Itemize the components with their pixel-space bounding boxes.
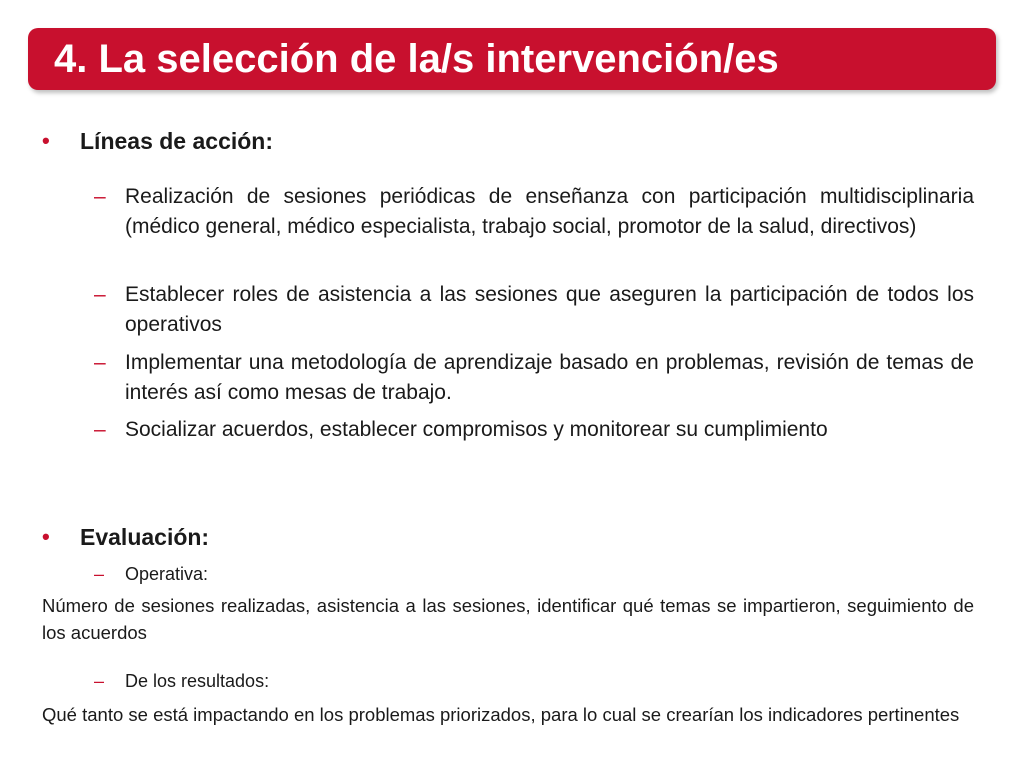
- list-item: [94, 348, 974, 408]
- slide-title: 4. La selección de la/s intervención/es: [54, 37, 779, 81]
- list-item: [94, 415, 974, 445]
- operativa-label: Operativa:: [125, 564, 209, 584]
- evaluacion-heading: Evaluación:: [80, 524, 210, 550]
- list-item-text: Establecer roles de asistencia a las sesiones que aseguren la participación de todos los operativos: [125, 283, 974, 336]
- dash-icon: –: [94, 564, 105, 584]
- operativa-subheading: [94, 561, 974, 587]
- resultados-subheading: [94, 668, 974, 694]
- dash-icon: –: [94, 418, 106, 441]
- list-item: [94, 182, 974, 242]
- dash-icon: –: [94, 185, 106, 208]
- dash-icon: –: [94, 351, 106, 374]
- list-item-text: Implementar una metodología de aprendizaje basado en problemas, revisión de temas de interés así como mesas de trabajo.: [125, 351, 974, 404]
- lineas-heading: Líneas de acción:: [80, 128, 274, 154]
- dash-icon: –: [94, 283, 106, 306]
- title-bar: [28, 28, 996, 90]
- list-item-text: Socializar acuerdos, establecer compromisos y monitorear su cumplimiento: [125, 418, 828, 441]
- list-item-text: Realización de sesiones periódicas de enseñanza con participación multidisciplinaria (médico general, médico especialista, trabajo social, promotor de la salud, directivos): [125, 185, 974, 238]
- resultados-paragraph: Qué tanto se está impactando en los problemas priorizados, para lo cual se crearían los indicadores pertinentes: [42, 704, 960, 725]
- dash-icon: –: [94, 671, 105, 691]
- operativa-paragraph: Número de sesiones realizadas, asistencia a las sesiones, identificar qué temas se impartieron, seguimiento de los acuerdos: [42, 595, 974, 643]
- resultados-label: De los resultados:: [125, 671, 270, 691]
- bullet-icon: •: [42, 128, 50, 153]
- bullet-icon: •: [42, 524, 50, 549]
- list-item: [94, 280, 974, 340]
